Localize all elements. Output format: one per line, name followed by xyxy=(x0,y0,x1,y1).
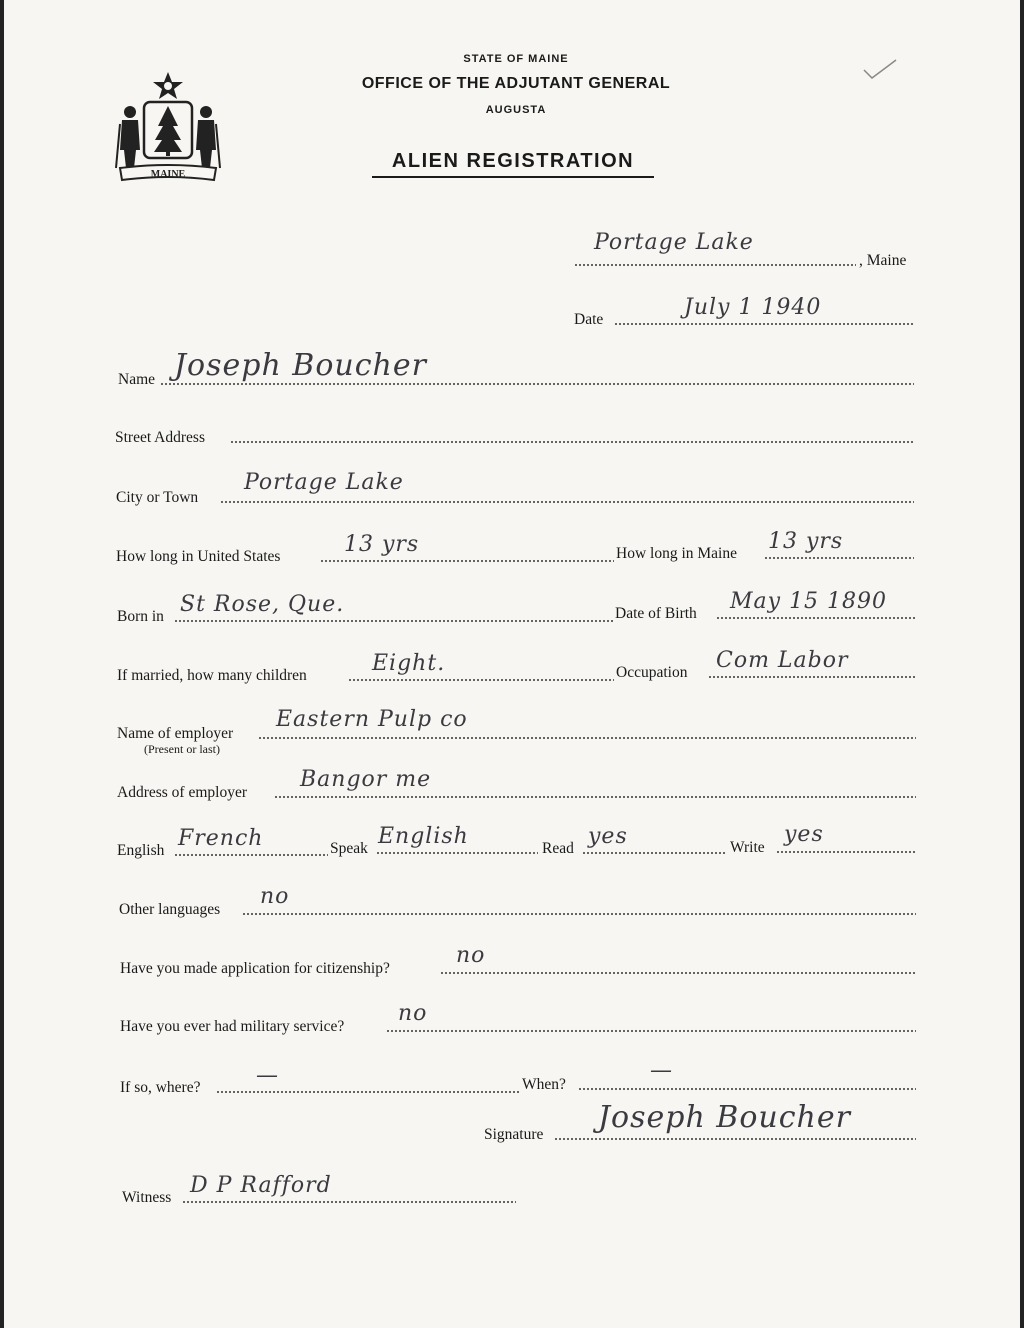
employer-address-label: Address of employer xyxy=(117,784,247,801)
speak-value: English xyxy=(378,824,469,849)
write-value: yes xyxy=(784,822,824,847)
english-label: English xyxy=(117,842,165,859)
other-languages-label: Other languages xyxy=(119,901,221,918)
employer-address-value: Bangor me xyxy=(300,767,432,792)
other-languages-value: no xyxy=(260,884,290,909)
header-office: OFFICE OF THE ADJUTANT GENERAL xyxy=(361,75,671,92)
how-long-us-label: How long in United States xyxy=(116,548,281,565)
children-value: Eight. xyxy=(372,651,446,676)
how-long-maine-value: 13 yrs xyxy=(768,529,844,554)
maine-state-seal-icon xyxy=(114,68,222,186)
header-city: AUGUSTA xyxy=(485,104,547,116)
date-value: July 1 1940 xyxy=(684,295,822,320)
born-in-value: St Rose, Que. xyxy=(180,592,345,617)
header-state: STATE OF MAINE xyxy=(463,53,569,65)
name-label: Name xyxy=(118,371,156,388)
date-of-birth-value: May 15 1890 xyxy=(730,589,888,614)
military-label: Have you ever had military service? xyxy=(120,1018,345,1035)
witness-value: D P Rafford xyxy=(190,1173,332,1198)
read-label: Read xyxy=(542,840,574,857)
how-long-us-value: 13 yrs xyxy=(344,532,420,557)
city-label: City or Town xyxy=(116,489,199,506)
date-of-birth-label: Date of Birth xyxy=(615,605,697,622)
how-long-maine-label: How long in Maine xyxy=(616,545,737,562)
citizenship-value: no xyxy=(456,943,486,968)
form-title: ALIEN REGISTRATION xyxy=(372,150,654,178)
employer-name-value: Eastern Pulp co xyxy=(276,707,468,732)
born-in-label: Born in xyxy=(117,608,164,625)
seal-banner-text: MAINE xyxy=(150,169,186,180)
military-value: no xyxy=(398,1001,428,1026)
name-value: Joseph Boucher xyxy=(174,348,427,383)
date-label: Date xyxy=(574,311,604,328)
employer-name-sublabel: (Present or last) xyxy=(144,742,220,756)
where-value: — xyxy=(256,1063,279,1088)
location-suffix: , Maine xyxy=(859,252,907,269)
occupation-value: Com Labor xyxy=(716,648,849,673)
write-label: Write xyxy=(730,839,765,856)
speak-label: Speak xyxy=(330,840,368,857)
occupation-label: Occupation xyxy=(616,664,688,681)
check-mark-icon xyxy=(862,58,898,80)
signature-value: Joseph Boucher xyxy=(598,1100,851,1135)
when-label: When? xyxy=(522,1076,566,1093)
witness-label: Witness xyxy=(122,1189,172,1206)
location-value: Portage Lake xyxy=(594,230,754,255)
signature-label: Signature xyxy=(484,1126,544,1143)
employer-name-label: Name of employer xyxy=(117,725,234,742)
english-value: French xyxy=(178,826,264,851)
street-address-label: Street Address xyxy=(115,429,205,446)
where-label: If so, where? xyxy=(120,1079,201,1096)
citizenship-label: Have you made application for citizenship? xyxy=(120,960,390,977)
when-value: — xyxy=(650,1058,673,1083)
children-label: If married, how many children xyxy=(117,667,307,684)
city-value: Portage Lake xyxy=(244,470,404,495)
read-value: yes xyxy=(588,824,628,849)
